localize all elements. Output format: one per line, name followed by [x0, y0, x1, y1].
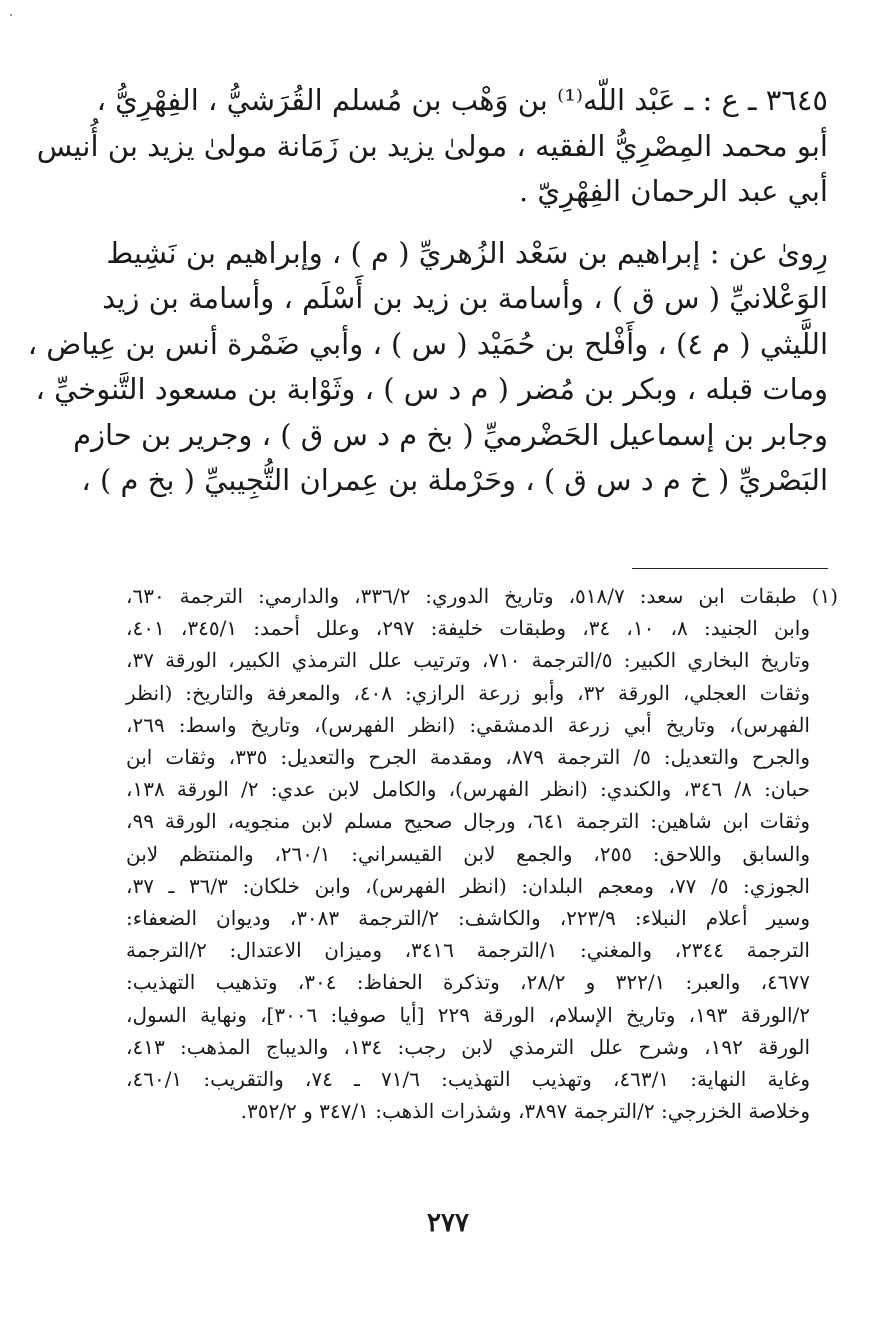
- entry-text-line: أبو محمد المِصْرِيُّ الفقيه ، مولىٰ يزيد بن زَمَانة مولىٰ يزيد بن أُنيس: [36, 128, 828, 163]
- footnote-line: والسابق واللاحق: ٢٥٥، والجمع لابن القيسراني: ٢٦٠/١، والمنتظم لابن: [126, 841, 810, 866]
- footnote-line: الورقة ١٩٢، وشرح علل الترمذي لابن رجب: ١٣٤، والديباج المذهب: ٤١٣،: [126, 1034, 811, 1059]
- narrators-line: الوَعْلانيِّ ( س ق ) ، وأسامة بن زيد بن أَسْلَم ، وأسامة بن زيد: [102, 281, 828, 315]
- footnote-line: وتاريخ البخاري الكبير: ٥/الترجمة ٧١٠، وترتيب علل الترمذي الكبير، الورقة ٣٧،: [126, 648, 810, 673]
- narrators-line: اللَّيثي ( م ٤) ، وأَفْلح بن حُمَيْد ( س ) ، وأبي ضَمْرة أنس بن عِياض ،: [27, 326, 828, 361]
- narrators-line: البَصْريِّ ( خ م د س ق ) ، وحَرْملة بن عِمران التُّجِيبيِّ ( بخ م ) ،: [81, 463, 828, 497]
- footnote-line: حبان: ٨/ ٣٤٦، والكندي: (انظر الفهرس)، والكامل لابن عدي: ٢/ الورقة ١٣٨،: [126, 777, 810, 802]
- footnote-separator: [632, 568, 828, 569]
- footnote-line: الترجمة ٢٣٤٤، والمغني: ١/الترجمة ٣٤١٦، وميزان الاعتدال: ٢/الترجمة: [126, 938, 810, 963]
- narrators-line: ومات قبله ، وبكر بن مُضر ( م د س ) ، وثَوْابة بن مسعود التَّنوخيِّ ،: [35, 372, 828, 406]
- footnote-line: والجرح والتعديل: ٥/ الترجمة ٨٧٩، ومقدمة الجرح والتعديل: ٣٣٥، وثقات ابن: [126, 745, 810, 770]
- narrators-line: رِوىٰ عن : إبراهيم بن سَعْد الزُهريِّ ( م ) ، وإبراهيم بن نَشِيط: [106, 235, 828, 270]
- footnotes: [126, 580, 838, 1127]
- footnote-line: (١) طبقات ابن سعد: ٥١٨/٧، وتاريخ الدوري: ٣٣٦/٢، والدارمي: الترجمة ٦٣٠،: [126, 584, 839, 608]
- footnote-line: وابن الجنيد: ٨، ١٠، ٣٤، وطبقات خليفة: ٢٩٧، وعلل أحمد: ٣٤٥/١، ٤٠١،: [126, 616, 811, 641]
- footnote-line: وسير أعلام النبلاء: ٢٢٣/٩، والكاشف: ٢/الترجمة ٣٠٨٣، وديوان الضعفاء:: [126, 906, 810, 931]
- footnote-line: وثقات ابن شاهين: الترجمة ٦٤١، ورجال صحيح مسلم لابن منجويه، الورقة ٩٩،: [126, 809, 810, 834]
- footnote-line: ٤٦٧٧، والعبر: ٣٢٢/١ و ٢٨/٢، وتذكرة الحفاظ: ٣٠٤، وتذهيب التهذيب:: [126, 970, 811, 995]
- footnote-line: وغاية النهاية: ٤٦٣/١، وتهذيب التهذيب: ٧١/٦ ـ ٧٤، والتقريب: ٤٦٠/١،: [126, 1067, 810, 1092]
- entry-heading-line: ٣٦٤٥ ـ ع : ـ عَبْد اللّه⁽¹⁾ بن وَهْب بن مُسلم القُرَشيُّ ، الفِهْرِيُّ ،: [96, 83, 828, 117]
- footnote-line: الفهرس)، وتاريخ أبي زرعة الدمشقي: (انظر الفهرس)، وتاريخ واسط: ٢٦٩،: [126, 712, 810, 737]
- margin-mark: [10, 14, 12, 16]
- footnote-line: وثقات العجلي، الورقة ٣٢، وأبو زرعة الرازي: ٤٠٨، والمعرفة والتاريخ: (انظر: [126, 680, 811, 705]
- footnote-line: وخلاصة الخزرجي: ٢/الترجمة ٣٨٩٧، وشذرات الذهب: ٣٤٧/١ و ٣٥٢/٢.: [240, 1099, 810, 1124]
- footnote-line: ٢/الورقة ١٩٣، وتاريخ الإسلام، الورقة ٢٢٩ [أيا صوفيا: ٣٠٠٦]، ونهاية السول،: [126, 1002, 810, 1027]
- biography-entry: [27, 78, 828, 504]
- entry-text-line: أبي عبد الرحمان الفِهْرِيّ .: [518, 174, 828, 208]
- paragraph-gap: [128, 215, 828, 231]
- page-number: ٢٧٧: [427, 1208, 469, 1238]
- narrators-line: وجابر بن إسماعيل الحَضْرميِّ ( بخ م د س ق ) ، وجرير بن حازم: [73, 417, 828, 452]
- footnote-line: الجوزي: ٥/ ٧٧، ومعجم البلدان: (انظر الفهرس)، وابن خلكان: ٣٦/٣ ـ ٣٧،: [126, 873, 810, 898]
